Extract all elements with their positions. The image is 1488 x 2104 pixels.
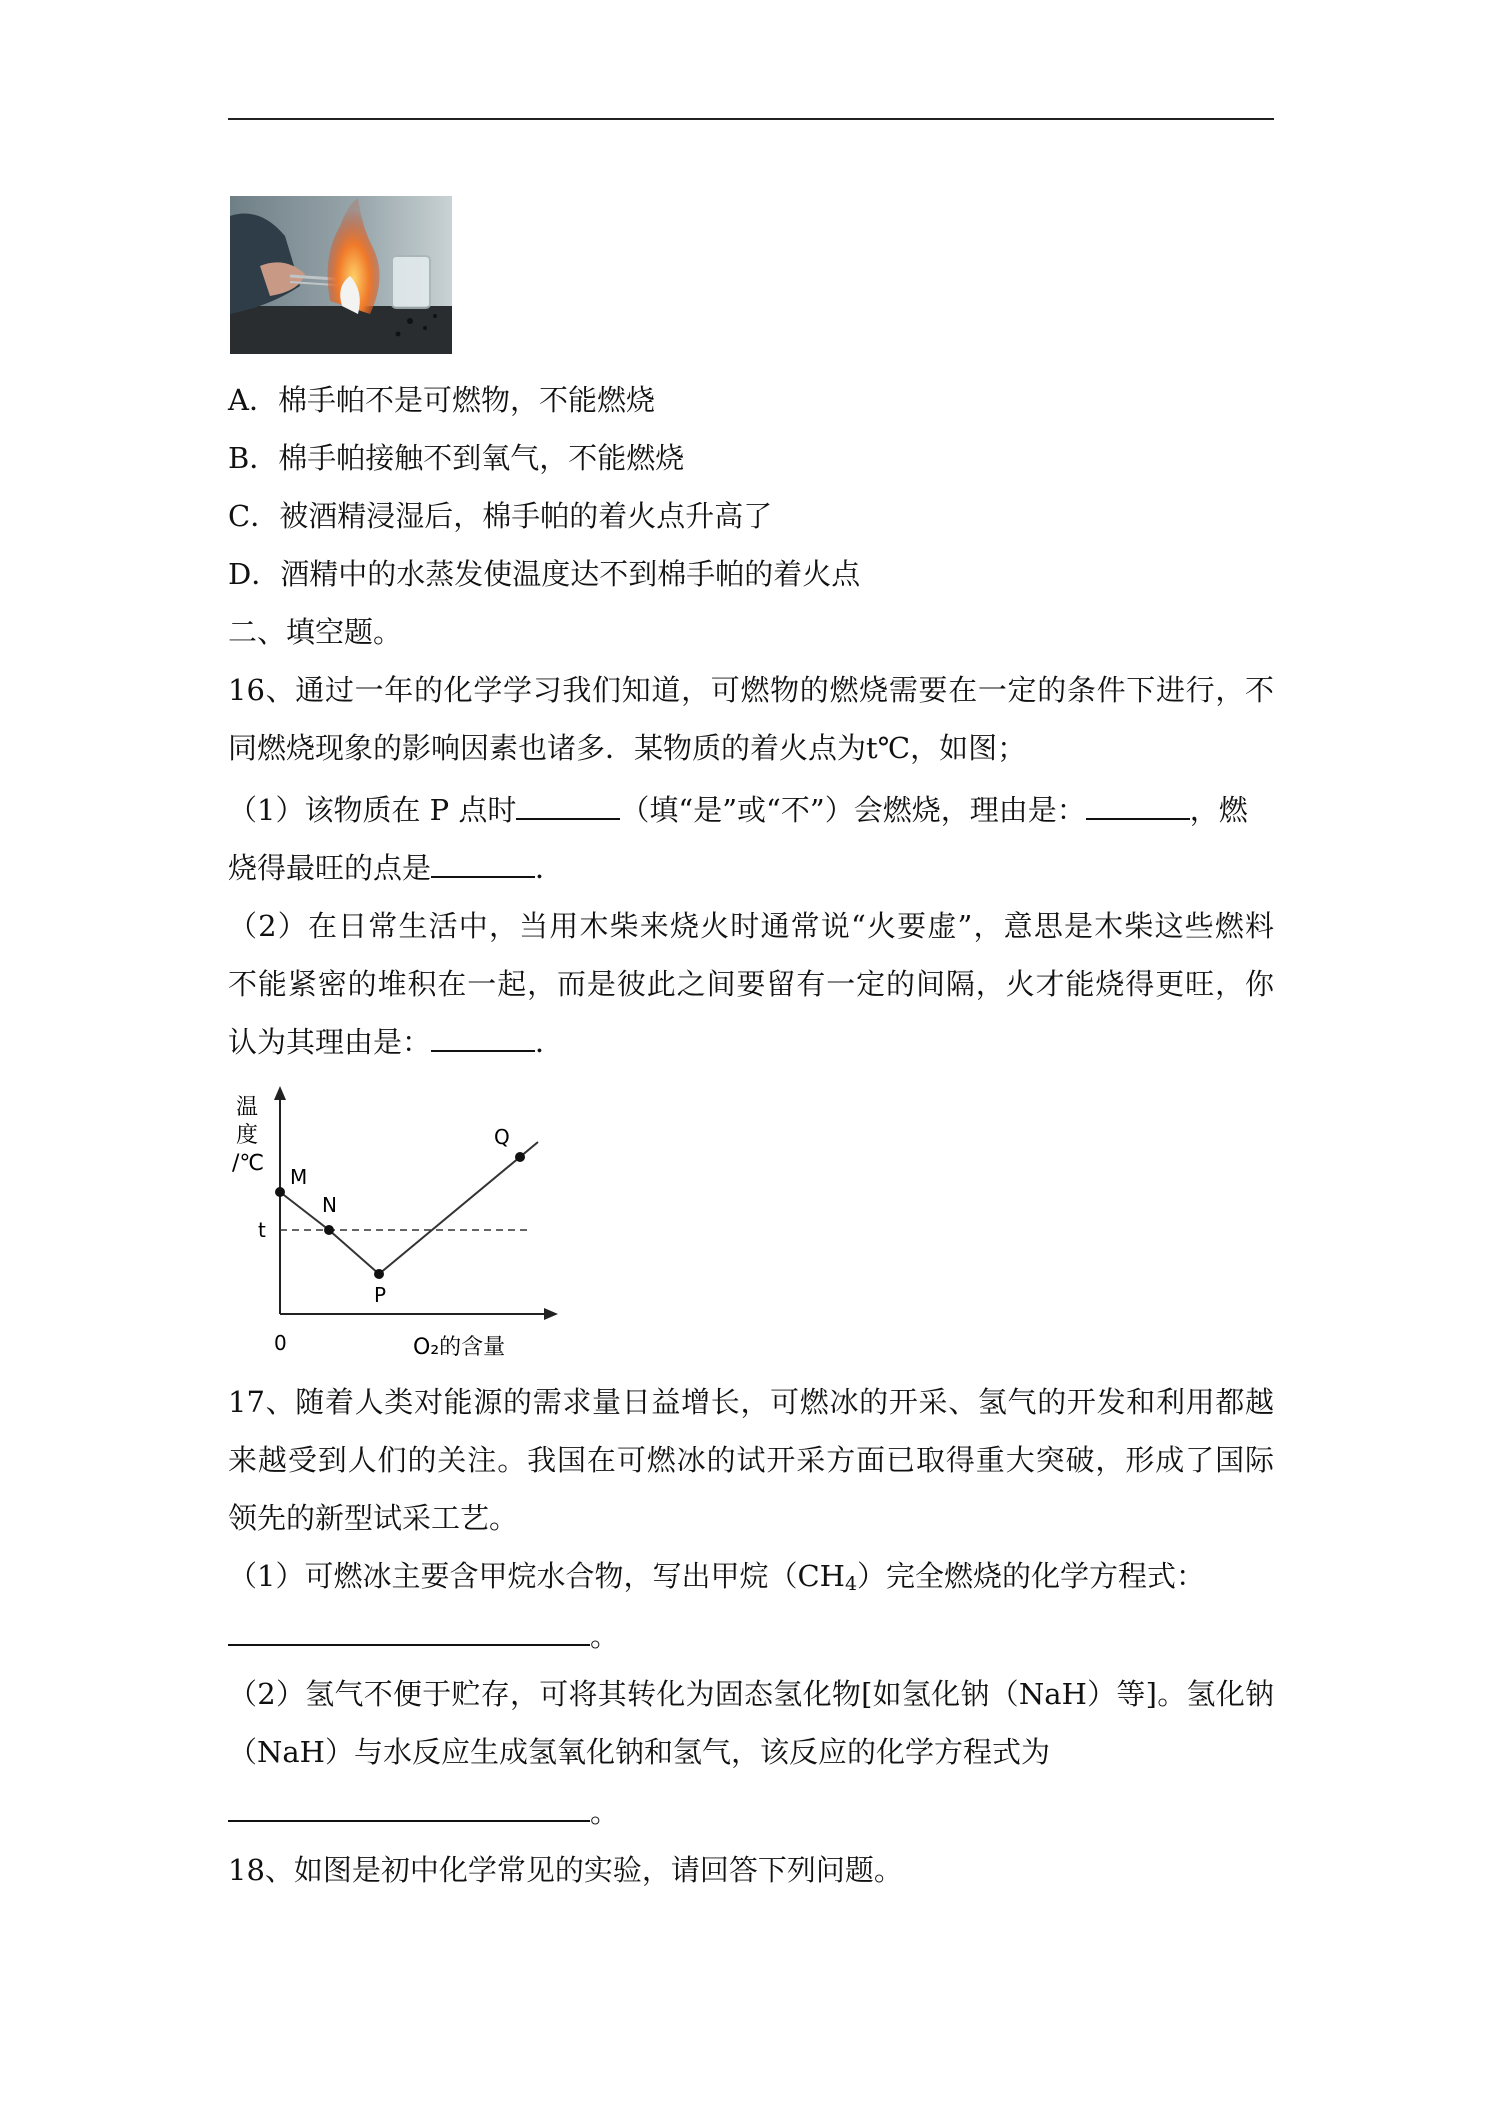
- q16-line1: 16、通过一年的化学学习我们知道，可燃物的燃烧需要在一定的条件下进行，不: [228, 673, 1274, 707]
- label-p: P: [374, 1283, 387, 1307]
- q17-part1: [228, 1554, 1274, 1598]
- y-axis-arrow-icon: [274, 1086, 286, 1100]
- point-n: [324, 1225, 334, 1235]
- point-p: [374, 1269, 384, 1279]
- q17-part2-end: 。: [590, 1795, 620, 1829]
- label-m: M: [290, 1165, 308, 1189]
- header-rule: [228, 118, 1274, 120]
- option-b: B．棉手帕接触不到氧气，不能燃烧: [228, 441, 685, 475]
- q16-part1-text-d: 烧得最旺的点是: [228, 851, 432, 885]
- answer-blank[interactable]: [228, 1614, 590, 1646]
- point-q: [515, 1152, 525, 1162]
- y-label-1: 温: [236, 1095, 259, 1120]
- q17-part1-end: 。: [590, 1619, 620, 1653]
- option-c: C．被酒精浸湿后，棉手帕的着火点升高了: [228, 499, 773, 533]
- temperature-curve: [280, 1142, 538, 1274]
- answer-blank[interactable]: [516, 788, 620, 820]
- y-label-2: 度: [236, 1123, 259, 1148]
- q17-part1-text-a: （1）可燃冰主要含甲烷水合物，写出甲烷（CH: [228, 1559, 845, 1593]
- answer-blank[interactable]: [431, 1020, 535, 1052]
- q17-line2: 来越受到人们的关注。我国在可燃冰的试开采方面已取得重大突破，形成了国际: [228, 1443, 1274, 1477]
- q16-part2-line2: 不能紧密的堆积在一起，而是彼此之间要留有一定的间隔，火才能烧得更旺，你: [228, 967, 1274, 1001]
- q17-part1-answer: [228, 1614, 1274, 1658]
- q16-part2-end: ．: [535, 1025, 565, 1059]
- q17-line3: 领先的新型试采工艺。: [228, 1501, 519, 1535]
- option-d: D．酒精中的水蒸发使温度达不到棉手帕的着火点: [228, 557, 861, 591]
- x-axis-arrow-icon: [544, 1308, 558, 1320]
- x-label: O₂的含量: [413, 1335, 506, 1360]
- label-q: Q: [494, 1125, 510, 1149]
- q16-part2-line1: （2）在日常生活中，当用木柴来烧火时通常说“火要虚”，意思是木柴这些燃料: [228, 909, 1274, 943]
- q16-part2-line3: [228, 1020, 1274, 1064]
- point-m: [275, 1187, 285, 1197]
- q18-line1: 18、如图是初中化学常见的实验，请回答下列问题。: [228, 1853, 903, 1887]
- q16-part1: [228, 788, 1274, 832]
- q17-part1-sub: 4: [844, 1573, 858, 1595]
- answer-blank[interactable]: [431, 846, 535, 878]
- q16-part1-cont: [228, 846, 1274, 890]
- t-label: t: [258, 1218, 266, 1242]
- q16-part1-text-b: （填“是”或“不”）会燃烧，理由是：: [620, 793, 1086, 827]
- burning-handkerchief-photo: [230, 196, 452, 354]
- q17-part1-text-b: ）完全燃烧的化学方程式：: [857, 1559, 1206, 1593]
- answer-blank[interactable]: [1086, 788, 1190, 820]
- temperature-oxygen-graph: [228, 1084, 564, 1364]
- q16-part1-text-a: （1）该物质在 P 点时: [228, 793, 517, 827]
- section-title: 二、填空题。: [228, 615, 403, 649]
- q17-part2-answer: [228, 1790, 1274, 1834]
- q17-line1: 17、随着人类对能源的需求量日益增长，可燃冰的开采、氢气的开发和利用都越: [228, 1385, 1274, 1419]
- origin-label: 0: [274, 1331, 287, 1355]
- q16-part1-text-c: ，燃: [1189, 793, 1248, 827]
- q16-part2-text: 认为其理由是：: [228, 1025, 432, 1059]
- q17-part2-line1: （2）氢气不便于贮存，可将其转化为固态氢化物[如氢化钠（NaH）等]。氢化钠: [228, 1677, 1274, 1711]
- q16-line2: 同燃烧现象的影响因素也诸多．某物质的着火点为t℃，如图；: [228, 731, 1027, 765]
- y-label-3: /℃: [232, 1151, 265, 1176]
- q16-part1-text-e: ．: [535, 851, 565, 885]
- option-a: A．棉手帕不是可燃物，不能燃烧: [228, 383, 655, 417]
- label-n: N: [322, 1193, 337, 1217]
- answer-blank[interactable]: [228, 1790, 590, 1822]
- q17-part2-line2: （NaH）与水反应生成氢氧化钠和氢气，该反应的化学方程式为: [228, 1735, 1050, 1769]
